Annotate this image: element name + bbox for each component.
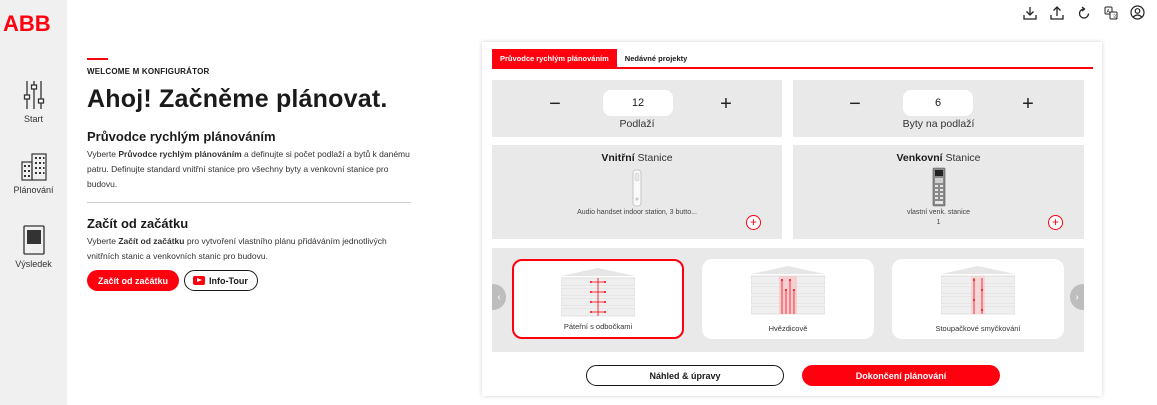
preview-edit-button[interactable]: Náhled & úpravy xyxy=(586,365,784,386)
floors-decrement-button[interactable]: − xyxy=(549,93,561,115)
outdoor-add-button[interactable]: + xyxy=(1048,215,1063,230)
floors-value[interactable]: 12 xyxy=(603,90,673,116)
info-tour-button[interactable] xyxy=(184,270,258,291)
carousel-next-button[interactable]: › xyxy=(1070,284,1084,310)
flats-value[interactable]: 6 xyxy=(903,90,973,116)
indoor-station-panel xyxy=(492,145,782,239)
intro-actions xyxy=(87,270,411,291)
floors-label: Podlaží xyxy=(619,118,655,130)
panel-icon xyxy=(23,225,45,255)
start-scratch-text: Vyberte Začít od začátku pro vytvoření vlastního plánu přidáváním jednotlivých vnitřních stanic a venkovních stanic pro budovu. xyxy=(87,236,387,261)
building-icon xyxy=(21,153,47,181)
top-toolbar xyxy=(1020,3,1147,22)
start-scratch-title: Začít od začátku xyxy=(87,216,189,231)
wizard-tabs xyxy=(492,49,1093,69)
refresh-icon[interactable] xyxy=(1074,3,1093,22)
youtube-icon xyxy=(193,276,205,285)
sliders-icon xyxy=(23,80,45,110)
topology-label: Páteřní s odbočkami xyxy=(563,322,633,331)
start-from-scratch-button[interactable]: Začít od začátku xyxy=(87,270,179,291)
flats-panel xyxy=(793,80,1084,137)
flats-label: Byty na podlaží xyxy=(902,118,975,130)
indoor-add-button[interactable]: + xyxy=(746,215,761,230)
floors-panel xyxy=(492,80,782,137)
topology-backbone-card[interactable] xyxy=(512,259,684,339)
section-divider xyxy=(87,202,411,203)
tab-quick-planning[interactable]: Průvodce rychlým plánováním xyxy=(492,49,617,67)
upload-icon[interactable] xyxy=(1047,3,1066,22)
topology-riser-card[interactable] xyxy=(892,259,1064,339)
page-title: Ahoj! Začněme plánovat. xyxy=(87,85,388,113)
nav-item-start[interactable] xyxy=(0,80,67,124)
nav-label: Start xyxy=(23,114,43,124)
intro-section xyxy=(87,58,411,291)
svg-text:文: 文 xyxy=(1111,13,1117,20)
download-icon[interactable] xyxy=(1020,3,1039,22)
quick-planning-text: Vyberte Průvodce rychlým plánováním a definujte si počet podlaží a bytů k danému patru. Definujte standard vnitřní stanice pro všechny byty a venkovní stanice pro budovu. xyxy=(87,149,410,189)
indoor-station-name: Audio handset indoor station, 3 butto... xyxy=(577,209,697,216)
outdoor-station-name: vlastní venk. stanice 1 xyxy=(906,209,971,226)
indoor-station-title: Vnitřní Stanice xyxy=(601,152,673,164)
finish-planning-button[interactable]: Dokončení plánování xyxy=(802,365,1000,386)
flats-increment-button[interactable]: + xyxy=(1022,93,1034,115)
wizard-card xyxy=(482,42,1102,396)
handset-icon xyxy=(629,169,645,207)
nav-item-vysledek[interactable] xyxy=(0,225,67,269)
svg-text:A: A xyxy=(1106,8,1110,15)
outdoor-panel-icon xyxy=(932,167,946,207)
star-diagram-icon xyxy=(751,266,825,316)
nav-item-planovani[interactable] xyxy=(0,153,67,195)
abb-logo: ABB xyxy=(3,11,51,36)
outdoor-station-panel xyxy=(793,145,1084,239)
topology-label: Stoupačkové smyčkování xyxy=(935,324,1021,333)
translate-icon[interactable] xyxy=(1101,3,1120,22)
outdoor-station-title: Venkovní Stanice xyxy=(896,152,981,164)
topology-star-card[interactable] xyxy=(702,259,874,339)
welcome-label: WELCOME M KONFIGURÁTOR xyxy=(87,67,210,76)
backbone-diagram-icon xyxy=(561,268,635,318)
flats-decrement-button[interactable]: − xyxy=(849,93,861,115)
carousel-prev-button[interactable]: ‹ xyxy=(492,284,506,310)
topology-panel xyxy=(492,248,1084,352)
quick-planning-title: Průvodce rychlým plánováním xyxy=(87,129,276,144)
accent-rule xyxy=(87,58,108,60)
floors-increment-button[interactable]: + xyxy=(720,93,732,115)
nav-label: Výsledek xyxy=(15,259,52,269)
user-icon[interactable] xyxy=(1128,3,1147,22)
riser-diagram-icon xyxy=(941,266,1015,316)
sidebar xyxy=(0,0,67,405)
tab-recent-projects[interactable]: Nedávné projekty xyxy=(624,53,688,63)
info-tour-label: Info-Tour xyxy=(209,275,248,286)
nav-label: Plánování xyxy=(13,185,54,195)
topology-label: Hvězdicově xyxy=(768,324,808,333)
